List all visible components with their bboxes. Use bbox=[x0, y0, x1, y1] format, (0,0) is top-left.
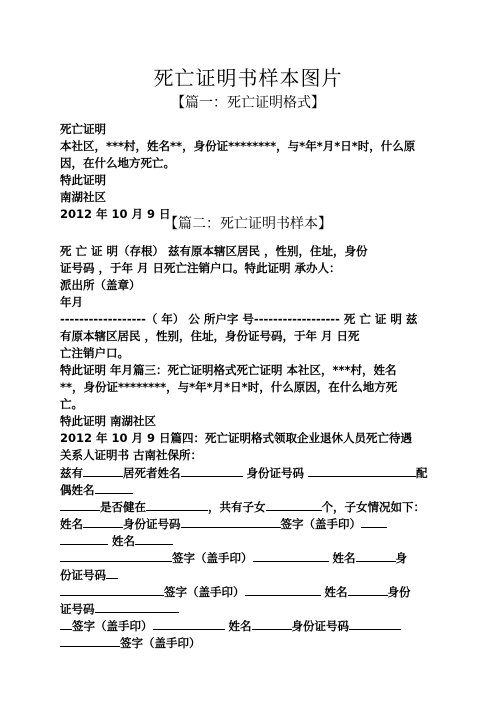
blank-field bbox=[266, 498, 322, 511]
blank-field bbox=[60, 617, 72, 630]
text-line: 2012 年 10 月 9 日篇四：死亡证明格式领取企业退休人员死亡待遇 bbox=[60, 431, 413, 445]
text-line: 南湖社区 bbox=[60, 190, 106, 204]
text-line: 特此证明 南湖社区 bbox=[60, 414, 157, 428]
blank-field bbox=[361, 515, 387, 528]
text-line: **，身份证********，与*年*月*日*时，什么原因，在什么地方死 bbox=[60, 380, 398, 394]
blank-field bbox=[153, 617, 225, 630]
blank-field bbox=[181, 515, 281, 528]
blank-field bbox=[60, 549, 172, 562]
blank-field bbox=[252, 617, 292, 630]
blank-field bbox=[60, 583, 164, 596]
blank-field bbox=[348, 583, 388, 596]
blank-field bbox=[95, 600, 179, 613]
text-line: 死亡证明 bbox=[60, 122, 106, 136]
text-line: 特此证明 年月篇三：死亡证明格式死亡证明 本社区，***村，姓名 bbox=[60, 363, 397, 377]
text-line: 死 亡 证 明（存根） 兹有原本辖区居民 ，性别，住址，身份 bbox=[60, 244, 368, 258]
form-line: 签字（盖手印） 姓名 身份 bbox=[60, 583, 446, 601]
text-line: ------------------（ 年） 公 所户字 号------------------ 死 亡 证 明 兹 bbox=[60, 312, 418, 326]
text-line: 证号码 ，于年 月 日死亡注销户口。特此证明 承办人： bbox=[60, 261, 341, 275]
text-line: 亡。 bbox=[60, 397, 83, 411]
blank-field bbox=[308, 464, 416, 477]
form-line: 姓名 bbox=[60, 532, 446, 550]
form-line: 签字（盖手印） bbox=[60, 634, 446, 652]
section-heading-1: 【篇一：死亡证明格式】 bbox=[171, 95, 325, 111]
blank-field bbox=[253, 549, 329, 562]
text-line: 本社区，***村，姓名**，身份证********，与*年*月*日*时，什么原 bbox=[60, 139, 416, 153]
text-line: 特此证明 bbox=[60, 173, 106, 187]
blank-field bbox=[181, 464, 243, 477]
blank-field bbox=[83, 515, 123, 528]
blank-field bbox=[60, 532, 108, 545]
blank-field bbox=[245, 583, 321, 596]
form-line: 签字（盖手印） 姓名 身份证号码 bbox=[60, 617, 446, 635]
form-line: 偶姓名 bbox=[60, 481, 446, 499]
blank-field bbox=[95, 481, 133, 494]
blank-field bbox=[106, 566, 118, 579]
text-line: 年月 bbox=[60, 295, 83, 309]
form-line: 份证号码 bbox=[60, 566, 446, 584]
text-line: 亡注销户口。 bbox=[60, 346, 129, 360]
blank-field bbox=[83, 464, 123, 477]
blank-field bbox=[146, 498, 208, 511]
blank-field bbox=[349, 617, 401, 630]
section-heading-2: 【篇二：死亡证明书样本】 bbox=[164, 216, 332, 232]
blank-field bbox=[135, 532, 173, 545]
blank-field bbox=[356, 549, 396, 562]
text-line: 2012 年 10 月 9 日 bbox=[60, 207, 171, 221]
text-line: 因，在什么地方死亡。 bbox=[60, 156, 175, 170]
blank-field bbox=[60, 498, 100, 511]
form-line: 姓名 身份证号码 签字（盖手印） bbox=[60, 515, 446, 533]
form-line: 签字（盖手印） 姓名 身 bbox=[60, 549, 446, 567]
form-line: 兹有 居死者姓名 身份证号码 配 bbox=[60, 466, 428, 480]
blank-field bbox=[60, 634, 120, 647]
form-line: 证号码 bbox=[60, 600, 446, 618]
document-title: 死亡证明书样本图片 bbox=[153, 66, 343, 90]
text-line: 派出所（盖章） bbox=[60, 278, 141, 292]
text-line: 有原本辖区居民 ，性别，住址，身份证号码，于年 月 日死 bbox=[60, 329, 360, 343]
form-line: 是否健在 ，共有子女 个，子女情况如下： bbox=[60, 498, 446, 516]
text-line: 关系人证明书 古南社保所： bbox=[60, 448, 203, 462]
